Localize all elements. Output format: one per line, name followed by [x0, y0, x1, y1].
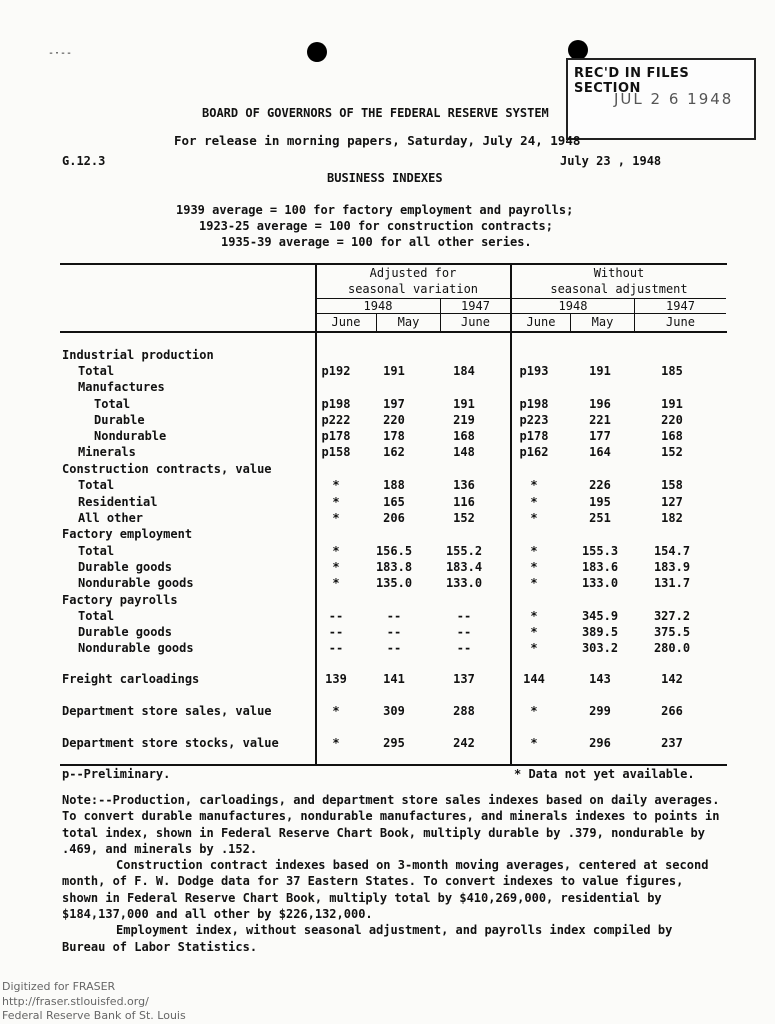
table-cell: 303.2 — [581, 641, 619, 655]
table-bottom-rule — [60, 764, 727, 766]
digitized-line-2: http://fraser.stlouisfed.org/ — [2, 995, 149, 1008]
punch-hole-left — [307, 42, 327, 62]
row-label: Nondurable — [94, 429, 167, 443]
table-cell: 296 — [589, 736, 611, 750]
table-cell: p192 — [321, 364, 351, 378]
table-cell: 389.5 — [581, 625, 619, 639]
note-paragraph-1: Note:--Production, carloadings, and department store sales indexes based on daily averages. To convert durable manufactures, nondurable manufactures, and minerals indexes to points in total index, shown in Federal Reserve Chart Book, multiply durable by .379, nondurable by .469, and minerals by .152. — [62, 793, 720, 856]
table-cell: * — [332, 704, 340, 718]
table-cell: -- — [386, 625, 402, 639]
org-name: BOARD OF GOVERNORS OF THE FEDERAL RESERVE SYSTEM — [202, 106, 549, 120]
row-label: Total — [78, 544, 115, 558]
table-cell: 309 — [383, 704, 405, 718]
table-cell: 182 — [661, 511, 683, 525]
table-cell: * — [530, 576, 538, 590]
table-cell: p162 — [519, 445, 549, 459]
table-cell: 155.3 — [581, 544, 619, 558]
table-cell: -- — [386, 609, 402, 623]
table-cell: -- — [328, 625, 344, 639]
table-cell: 345.9 — [581, 609, 619, 623]
month-may-1948-adjusted: May — [397, 315, 420, 329]
table-cell: 375.5 — [653, 625, 691, 639]
table-cell: * — [332, 560, 340, 574]
table-cell: 155.2 — [445, 544, 483, 558]
table-cell: 143 — [589, 672, 611, 686]
table-cell: 177 — [589, 429, 611, 443]
table-cell: * — [530, 560, 538, 574]
table-cell: 183.8 — [375, 560, 413, 574]
table-cell: * — [530, 736, 538, 750]
table-cell: * — [332, 576, 340, 590]
table-cell: 197 — [383, 397, 405, 411]
table-cell: 295 — [383, 736, 405, 750]
digitized-line-1: Digitized for FRASER — [2, 980, 116, 993]
table-cell: 242 — [453, 736, 475, 750]
table-cell: 191 — [661, 397, 683, 411]
basis-line-3: 1935-39 average = 100 for all other series. — [221, 235, 532, 249]
table-cell: * — [530, 609, 538, 623]
table-cell: 152 — [453, 511, 475, 525]
table-cell: * — [530, 704, 538, 718]
row-label: Construction contracts, value — [62, 462, 272, 476]
row-label: Residential — [78, 495, 158, 509]
table-cell: 133.0 — [581, 576, 619, 590]
month-june-1948-adjusted: June — [331, 315, 361, 329]
row-label: Total — [94, 397, 131, 411]
year-1947-unadjusted: 1947 — [666, 299, 695, 313]
row-label: Nondurable goods — [78, 641, 194, 655]
group2-header-line1: Without — [593, 266, 645, 280]
table-cell: p198 — [321, 397, 351, 411]
row-label: Total — [78, 478, 115, 492]
month-june-1947-unadjusted: June — [666, 315, 695, 329]
table-cell: * — [332, 511, 340, 525]
table-cell: 168 — [453, 429, 475, 443]
table-cell: 116 — [453, 495, 475, 509]
table-cell: 137 — [453, 672, 475, 686]
table-cell: * — [530, 625, 538, 639]
doc-title: BUSINESS INDEXES — [327, 171, 443, 185]
table-cell: 226 — [589, 478, 611, 492]
table-cell: 178 — [383, 429, 405, 443]
table-cell: 127 — [661, 495, 683, 509]
table-cell: 164 — [589, 445, 611, 459]
received-stamp — [566, 58, 756, 140]
footnote-preliminary: p--Preliminary. — [62, 767, 171, 781]
table-cell: -- — [386, 641, 402, 655]
table-cell: 206 — [383, 511, 405, 525]
punch-hole-right — [568, 40, 588, 60]
year-rule-left — [316, 313, 510, 314]
table-cell: 196 — [589, 397, 611, 411]
basis-line-1: 1939 average = 100 for factory employment and payrolls; — [176, 203, 574, 217]
row-label: Durable goods — [78, 560, 172, 574]
scan-mark: -·-- — [48, 48, 73, 59]
release-line: For release in morning papers, Saturday, July 24, 1948 — [174, 133, 581, 148]
table-cell: 183.9 — [653, 560, 691, 574]
row-label: Industrial production — [62, 348, 214, 362]
note-paragraph-2: Construction contract indexes based on 3-month moving averages, centered at second month, of F. W. Dodge data for 37 Eastern States. To convert indexes to value figures, shown in Federal Reserve Chart Book, multiply total by $410,269,000, residential by $184,137,000 and all other by $226,132,000. — [62, 858, 709, 922]
digitized-line-3: Federal Reserve Bank of St. Louis — [2, 1009, 186, 1022]
row-label: Department store stocks, value — [62, 736, 279, 750]
table-cell: 133.0 — [445, 576, 483, 590]
table-cell: 251 — [589, 511, 611, 525]
table-cell: 183.4 — [445, 560, 483, 574]
table-cell: 168 — [661, 429, 683, 443]
table-cell: 141 — [383, 672, 405, 686]
table-cell: * — [530, 495, 538, 509]
table-cell: * — [530, 641, 538, 655]
table-cell: -- — [456, 609, 472, 623]
table-cell: 191 — [453, 397, 475, 411]
row-label: Nondurable goods — [78, 576, 194, 590]
table-cell: p223 — [519, 413, 549, 427]
table-cell: 191 — [383, 364, 405, 378]
header-bottom-rule — [60, 331, 727, 333]
table-cell: 162 — [383, 445, 405, 459]
stamp-date: JUL 2 6 1948 — [614, 90, 734, 108]
year-1948-unadjusted: 1948 — [558, 299, 588, 313]
table-cell: 158 — [661, 478, 683, 492]
table-cell: 188 — [383, 478, 405, 492]
table-cell: 152 — [661, 445, 683, 459]
table-cell: -- — [328, 609, 344, 623]
table-cell: 135.0 — [375, 576, 413, 590]
year-1947-adjusted: 1947 — [461, 299, 490, 313]
table-cell: p222 — [321, 413, 351, 427]
table-cell: 156.5 — [375, 544, 413, 558]
row-label: Freight carloadings — [62, 672, 200, 686]
table-cell: 237 — [661, 736, 683, 750]
month-june-1947-adjusted: June — [461, 315, 490, 329]
table-cell: 142 — [661, 672, 683, 686]
row-label: Factory employment — [62, 527, 193, 541]
group1-header-line1: Adjusted for — [369, 266, 457, 280]
month-may-1948-unadjusted: May — [591, 315, 614, 329]
year-rule-right — [512, 313, 726, 314]
row-label: All other — [78, 511, 144, 525]
row-label: Manufactures — [78, 380, 165, 394]
table-cell: 131.7 — [653, 576, 691, 590]
table-cell: 266 — [661, 704, 683, 718]
table-cell: * — [530, 511, 538, 525]
table-cell: 154.7 — [653, 544, 691, 558]
basis-line-2: 1923-25 average = 100 for construction contracts; — [199, 219, 554, 233]
table-cell: -- — [328, 641, 344, 655]
table-cell: 288 — [453, 704, 475, 718]
table-cell: * — [530, 544, 538, 558]
footnote-not-available: * Data not yet available. — [514, 767, 695, 781]
month-june-1948-unadjusted: June — [526, 315, 556, 329]
table-cell: * — [332, 495, 340, 509]
row-label: Factory payrolls — [62, 593, 178, 607]
table-top-rule — [60, 263, 727, 265]
row-label: Total — [78, 364, 115, 378]
table-cell: * — [332, 544, 340, 558]
table-cell: 220 — [383, 413, 405, 427]
table-cell: -- — [456, 641, 472, 655]
table-cell: p178 — [519, 429, 549, 443]
table-cell: 148 — [453, 445, 475, 459]
table-cell: -- — [456, 625, 472, 639]
table-cell: 139 — [325, 672, 347, 686]
row-label: Durable goods — [78, 625, 172, 639]
table-cell: * — [530, 478, 538, 492]
table-cell: * — [332, 736, 340, 750]
group2-header-line2: seasonal adjustment — [550, 282, 688, 296]
table-cell: p178 — [321, 429, 351, 443]
table-cell: p198 — [519, 397, 549, 411]
row-label: Minerals — [78, 445, 136, 459]
table-cell: 185 — [661, 364, 683, 378]
table-cell: 144 — [523, 672, 545, 686]
table-cell: p193 — [519, 364, 549, 378]
year-1948-adjusted: 1948 — [363, 299, 393, 313]
row-label: Durable — [94, 413, 145, 427]
table-cell: 219 — [453, 413, 475, 427]
table-cell: 183.6 — [581, 560, 619, 574]
table-cell: 136 — [453, 478, 475, 492]
notes-section — [62, 792, 722, 955]
table-cell: 327.2 — [653, 609, 691, 623]
table-cell: 220 — [661, 413, 683, 427]
stamp-text: REC'D IN FILES SECTION — [574, 66, 690, 96]
table-cell: * — [332, 478, 340, 492]
row-label: Total — [78, 609, 115, 623]
table-cell: 191 — [589, 364, 611, 378]
table-cell: 280.0 — [653, 641, 691, 655]
table-cell: 184 — [453, 364, 475, 378]
group1-header-line2: seasonal variation — [347, 282, 479, 296]
table-cell: 299 — [589, 704, 611, 718]
table-cell: 195 — [589, 495, 611, 509]
row-label: Department store sales, value — [62, 704, 272, 718]
doc-date: July 23 , 1948 — [560, 154, 662, 168]
doc-code: G.12.3 — [62, 154, 106, 168]
note-paragraph-3: Employment index, without seasonal adjustment, and payrolls index compiled by Bureau of Labor Statistics. — [62, 923, 673, 954]
table-cell: 221 — [589, 413, 611, 427]
table-cell: p158 — [321, 445, 351, 459]
table-cell: 165 — [383, 495, 405, 509]
